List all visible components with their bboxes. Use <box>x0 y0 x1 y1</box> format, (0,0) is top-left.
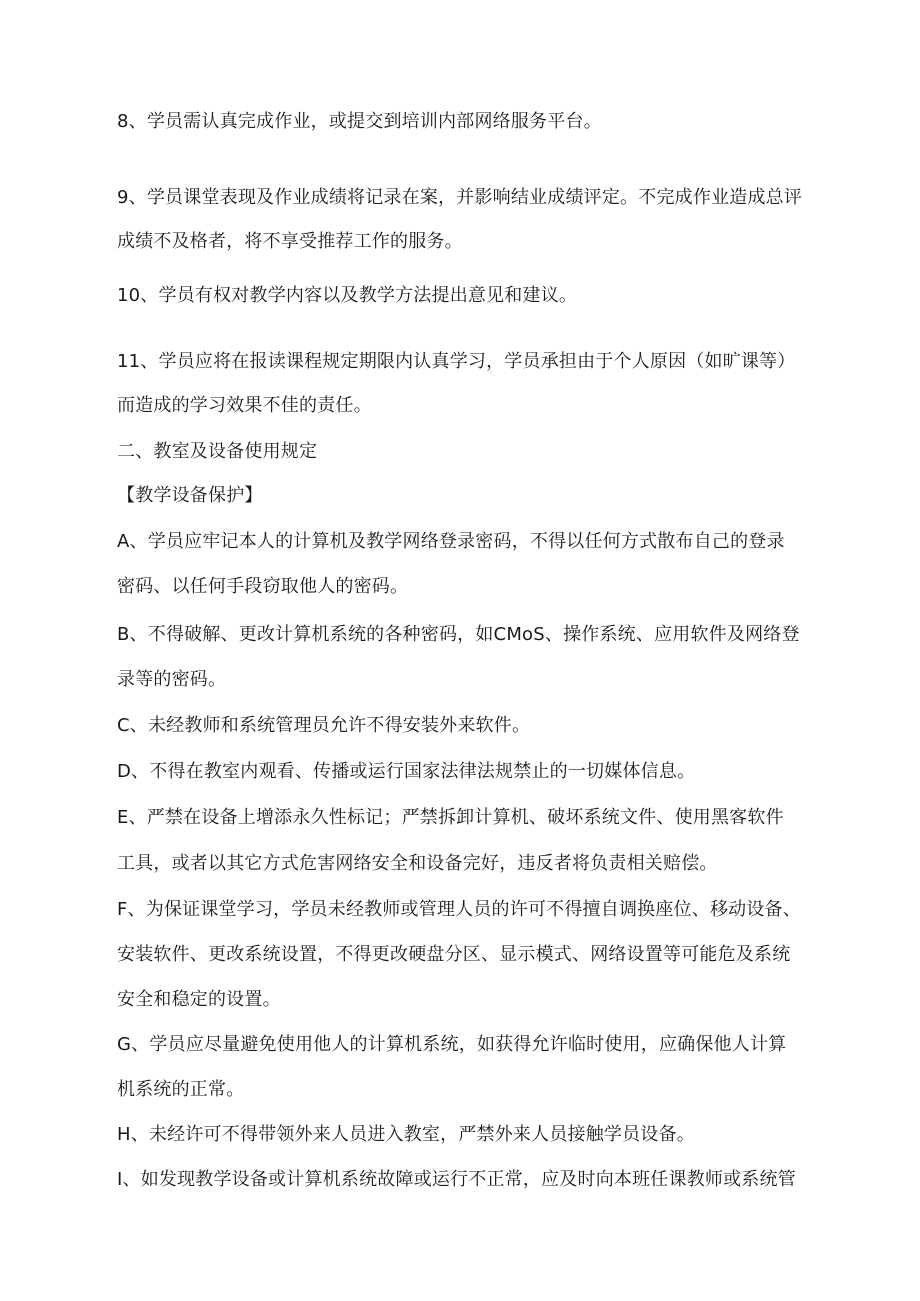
rule-e-line-2: 工具，或者以其它方式危害网络安全和设备完好，违反者将负责相关赔偿。 <box>117 853 718 874</box>
rule-10: 10、学员有权对教学内容以及教学方法提出意见和建议。 <box>117 285 578 306</box>
section-heading: 二、教室及设备使用规定 <box>117 441 318 462</box>
rule-f-line-2: 安装软件、更改系统设置，不得更改硬盘分区、显示模式、网络设置等可能危及系统 <box>117 944 791 965</box>
rule-g-line-1: G、学员应尽量避免使用他人的计算机系统，如获得允许临时使用，应确保他人计算 <box>117 1034 787 1055</box>
rule-h: H、未经许可不得带领外来人员进入教室，严禁外来人员接触学员设备。 <box>117 1124 695 1145</box>
rule-f-line-3: 安全和稳定的设置。 <box>117 989 281 1010</box>
rule-a-line-2: 密码、以任何手段窃取他人的密码。 <box>117 576 409 597</box>
rule-9-line-2: 成绩不及格者，将不享受推荐工作的服务。 <box>117 231 463 252</box>
subsection-heading: 【教学设备保护】 <box>117 485 263 506</box>
rule-11-line-2: 而造成的学习效果不佳的责任。 <box>117 395 372 416</box>
rule-c: C、未经教师和系统管理员允许不得安装外来软件。 <box>117 715 531 736</box>
rule-b-line-2: 录等的密码。 <box>117 669 227 690</box>
rule-9-line-1: 9、学员课堂表现及作业成绩将记录在案，并影响结业成绩评定。不完成作业造成总评 <box>117 187 803 208</box>
rule-8: 8、学员需认真完成作业，或提交到培训内部网络服务平台。 <box>117 111 602 132</box>
rule-f-line-1: F、为保证课堂学习，学员未经教师或管理人员的许可不得擅自调换座位、移动设备、 <box>117 899 801 920</box>
rule-d: D、不得在教室内观看、传播或运行国家法律法规禁止的一切媒体信息。 <box>117 761 696 782</box>
rule-e-line-1: E、严禁在设备上增添永久性标记；严禁拆卸计算机、破坏系统文件、使用黑客软件 <box>117 807 784 828</box>
rule-11-line-1: 11、学员应将在报读课程规定期限内认真学习，学员承担由于个人原因（如旷课等） <box>117 351 796 372</box>
rule-b-line-1: B、不得破解、更改计算机系统的各种密码，如CMoS、操作系统、应用软件及网络登 <box>117 624 800 645</box>
rule-g-line-2: 机系统的正常。 <box>117 1079 245 1100</box>
rule-i-line-1: I、如发现教学设备或计算机系统故障或运行不正常，应及时向本班任课教师或系统管 <box>117 1169 796 1190</box>
rule-a-line-1: A、学员应牢记本人的计算机及教学网络登录密码，不得以任何方式散布自己的登录 <box>117 531 785 552</box>
